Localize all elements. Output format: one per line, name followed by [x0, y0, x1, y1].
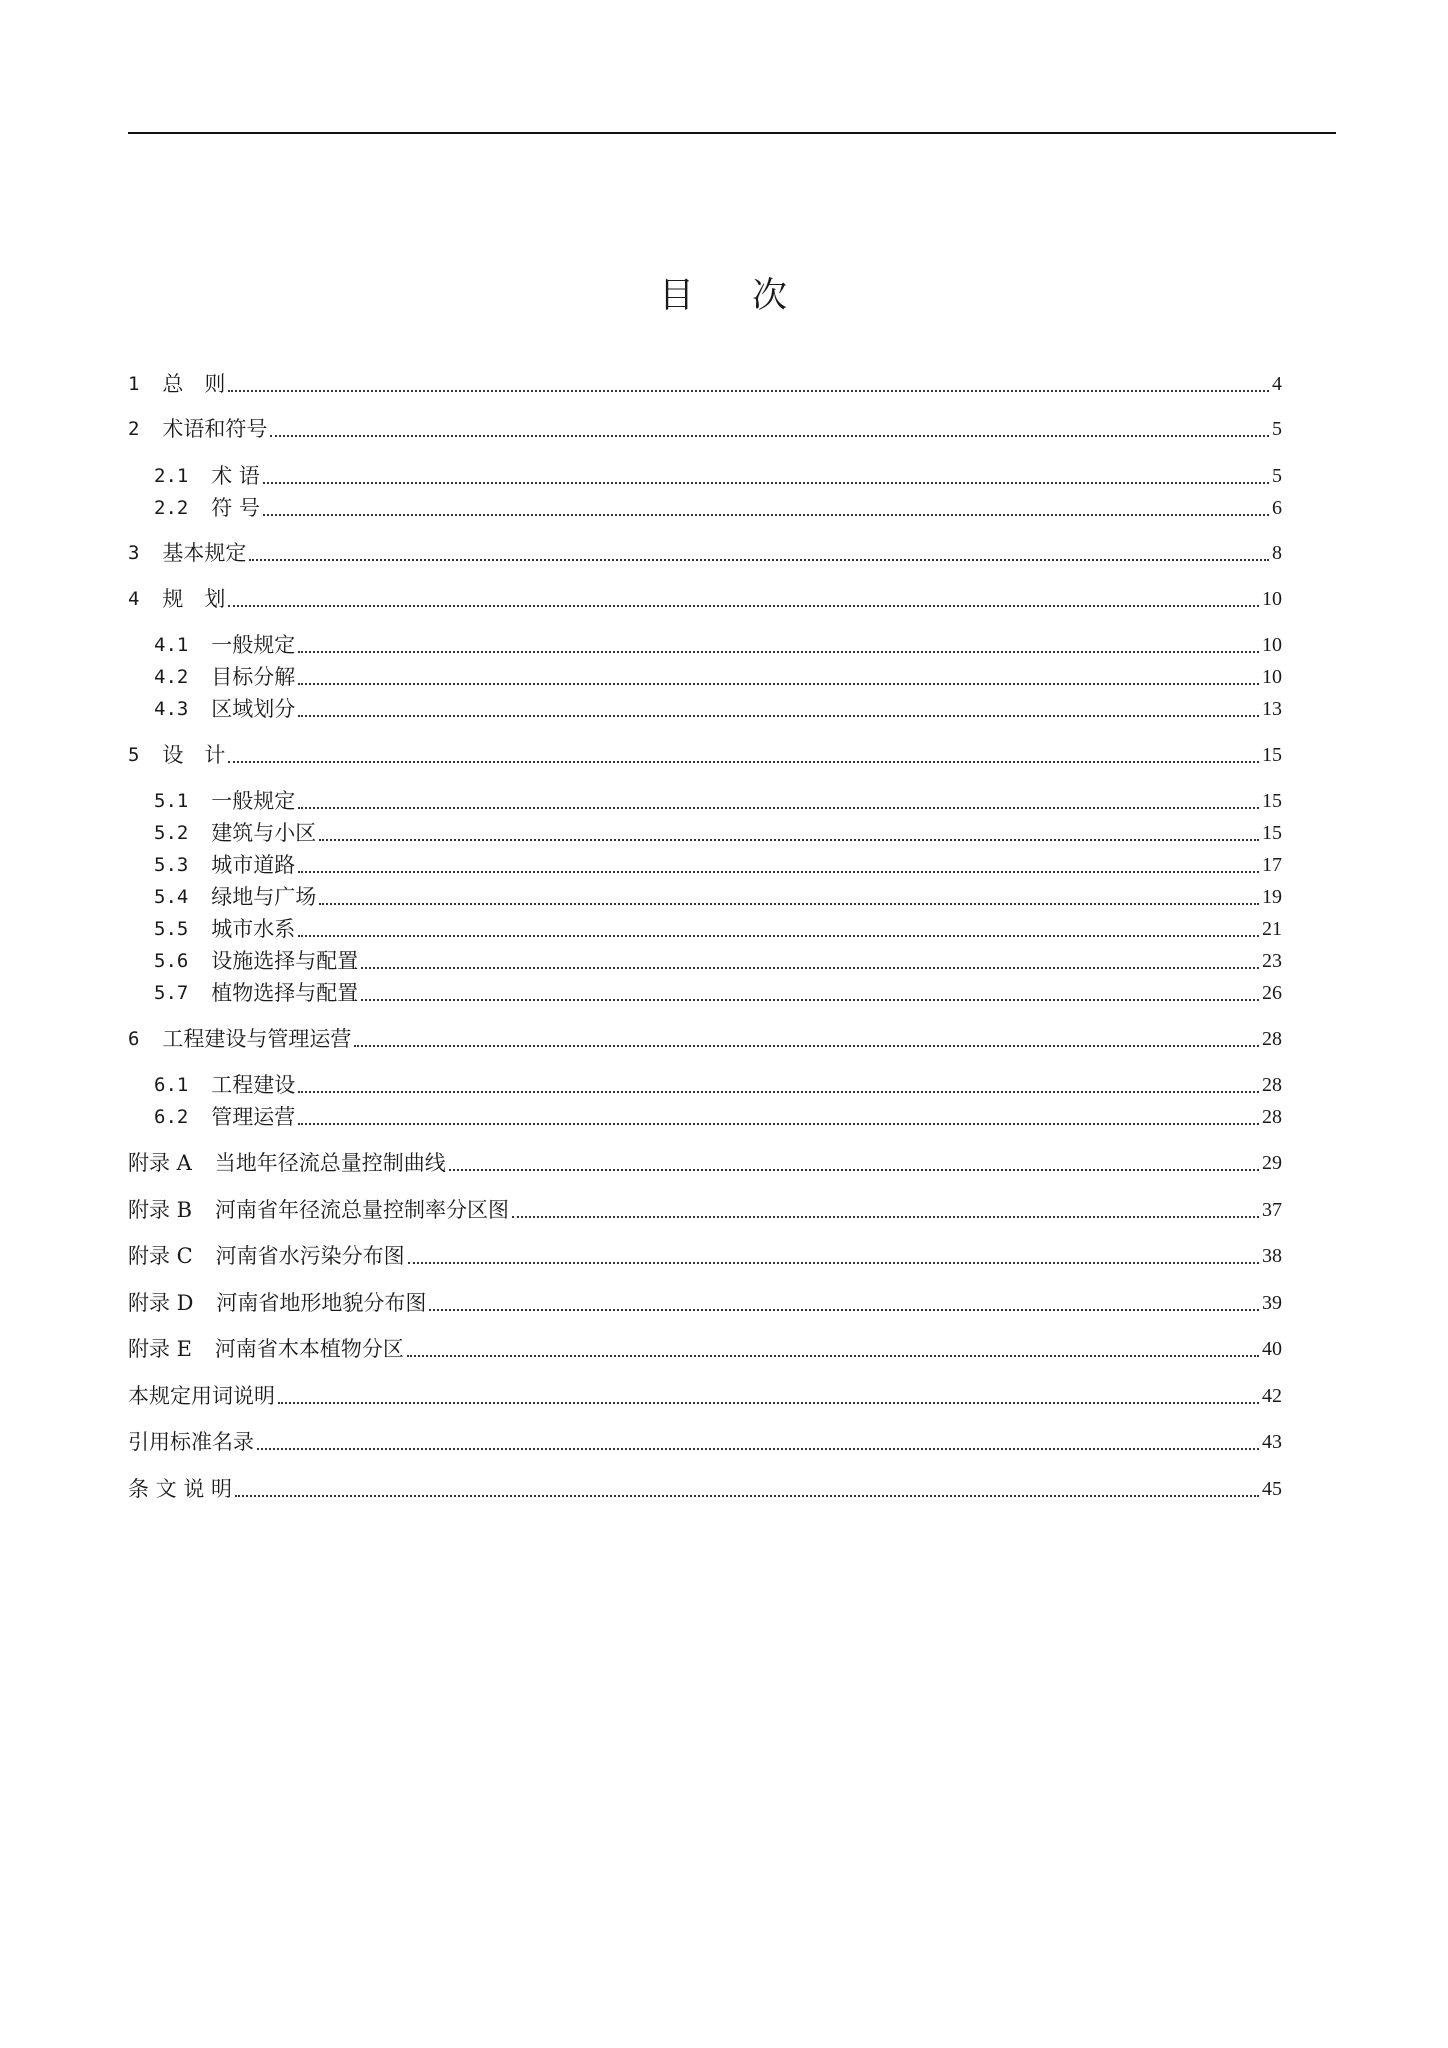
- toc-entry-text: 工程建设与管理运营: [162, 1027, 352, 1051]
- toc-entry-number: 5.5: [154, 918, 189, 940]
- toc-entry-page: 40: [1262, 1338, 1282, 1360]
- toc-entry-5-1[interactable]: [154, 786, 1282, 816]
- toc-entry-text: 条 文 说 明: [128, 1477, 233, 1501]
- toc-entry-text: 河南省年径流总量控制率分区图: [215, 1198, 509, 1222]
- toc-entry-page: 23: [1262, 950, 1282, 972]
- toc-entry-appendix-d[interactable]: [128, 1288, 1282, 1318]
- dot-leader: [361, 999, 1259, 1001]
- toc-entry-number: 4.2: [154, 666, 189, 688]
- toc-entry-number: 5.4: [154, 886, 189, 908]
- toc-entry-standards[interactable]: [128, 1427, 1282, 1457]
- toc-entry-number: 附录 E: [128, 1337, 193, 1361]
- toc-entry-page: 6: [1272, 497, 1282, 519]
- toc-entry-appendix-a[interactable]: [128, 1148, 1282, 1178]
- toc-entry-text: 一般规定: [211, 633, 296, 657]
- toc-entry-page: 15: [1262, 744, 1282, 766]
- toc-entry-5[interactable]: [128, 740, 1282, 770]
- dot-leader: [298, 807, 1259, 809]
- toc-entry-number: 5.7: [154, 982, 189, 1004]
- toc-entry-2[interactable]: [128, 414, 1282, 444]
- dot-leader: [298, 683, 1259, 685]
- toc-entry-number: 6.1: [154, 1074, 189, 1096]
- toc-entry-page: 38: [1262, 1245, 1282, 1267]
- toc-entry-number: 附录 D: [128, 1291, 194, 1315]
- toc-entry-page: 17: [1262, 854, 1282, 876]
- toc-entry-text: 河南省水污染分布图: [215, 1244, 405, 1268]
- toc-entry-page: 8: [1272, 542, 1282, 564]
- toc-entry-page: 4: [1272, 373, 1282, 395]
- dot-leader: [298, 715, 1259, 717]
- toc-entry-page: 45: [1262, 1478, 1282, 1500]
- toc-entry-number: 5: [128, 744, 140, 766]
- toc-entry-5-4[interactable]: [154, 882, 1282, 912]
- toc-entry-number: 6: [128, 1028, 140, 1050]
- dot-leader: [512, 1216, 1259, 1218]
- toc-entry-page: 10: [1262, 634, 1282, 656]
- toc-entry-text: 城市水系: [211, 917, 296, 941]
- toc-entry-6[interactable]: [128, 1024, 1282, 1054]
- toc-entry-2-1[interactable]: [154, 461, 1282, 491]
- toc-entry-number: 2.2: [154, 497, 189, 519]
- toc-entry-wording[interactable]: [128, 1381, 1282, 1411]
- dot-leader: [228, 761, 1259, 763]
- toc-title-left: 目: [658, 276, 696, 316]
- toc-entry-page: 28: [1262, 1028, 1282, 1050]
- toc-entry-number: 2: [128, 418, 140, 440]
- toc-entry-number: 5.1: [154, 790, 189, 812]
- toc-entry-6-1[interactable]: [154, 1070, 1282, 1100]
- toc-entry-text: 基本规定: [162, 541, 247, 565]
- toc-entry-page: 42: [1262, 1385, 1282, 1407]
- dot-leader: [235, 1495, 1259, 1497]
- toc-entry-explanation[interactable]: [128, 1474, 1282, 1504]
- toc-entry-appendix-e[interactable]: [128, 1334, 1282, 1364]
- toc-entry-text: 目标分解: [211, 665, 296, 689]
- toc-entry-1[interactable]: [128, 369, 1282, 399]
- toc-entry-3[interactable]: [128, 538, 1282, 568]
- toc-entry-number: 4: [128, 588, 140, 610]
- toc-entry-text: 术 语: [211, 464, 260, 488]
- toc-entry-number: 附录 B: [128, 1198, 193, 1222]
- toc-entry-text: 管理运营: [211, 1105, 296, 1129]
- toc-entry-text: 建筑与小区: [211, 821, 317, 845]
- toc-entry-5-3[interactable]: [154, 850, 1282, 880]
- toc-entry-text: 河南省地形地貌分布图: [216, 1291, 427, 1315]
- toc-entry-number: 附录 A: [128, 1151, 192, 1175]
- toc-entry-page: 43: [1262, 1431, 1282, 1453]
- dot-leader: [361, 967, 1259, 969]
- dot-leader: [298, 1123, 1259, 1125]
- toc-entry-appendix-c[interactable]: [128, 1241, 1282, 1271]
- toc-entry-page: 19: [1262, 886, 1282, 908]
- toc-entry-number: 5.2: [154, 822, 189, 844]
- toc-entry-number: 1: [128, 373, 140, 395]
- toc-entry-number: 5.6: [154, 950, 189, 972]
- toc-entry-5-5[interactable]: [154, 914, 1282, 944]
- toc-entry-4[interactable]: [128, 584, 1282, 614]
- dot-leader: [319, 839, 1259, 841]
- toc-entry-5-7[interactable]: [154, 978, 1282, 1008]
- toc-entry-page: 10: [1262, 666, 1282, 688]
- toc-entry-6-2[interactable]: [154, 1102, 1282, 1132]
- toc-entry-page: 10: [1262, 588, 1282, 610]
- toc-entry-appendix-b[interactable]: [128, 1195, 1282, 1225]
- dot-leader: [278, 1402, 1259, 1404]
- toc-entry-text: 引用标准名录: [128, 1430, 254, 1454]
- toc-entry-number: 5.3: [154, 854, 189, 876]
- toc-entry-4-3[interactable]: [154, 694, 1282, 724]
- toc-entry-text: 术语和符号: [162, 417, 268, 441]
- toc-entry-text: 符 号: [211, 496, 260, 520]
- header-rule: [128, 132, 1336, 134]
- dot-leader: [263, 514, 1269, 516]
- toc-entry-page: 5: [1272, 418, 1282, 440]
- toc-entry-page: 15: [1262, 790, 1282, 812]
- dot-leader: [429, 1309, 1259, 1311]
- toc-entry-text: 绿地与广场: [211, 885, 317, 909]
- dot-leader: [408, 1262, 1259, 1264]
- dot-leader: [249, 559, 1269, 561]
- dot-leader: [263, 482, 1269, 484]
- dot-leader: [319, 903, 1259, 905]
- toc-entry-number: 附录 C: [128, 1244, 193, 1268]
- toc-entry-number: 4.3: [154, 698, 189, 720]
- dot-leader: [298, 871, 1259, 873]
- dot-leader: [354, 1045, 1259, 1047]
- toc-entry-text: 工程建设: [211, 1073, 296, 1097]
- toc-title-right: 次: [752, 276, 790, 316]
- toc-entry-text: 城市道路: [211, 853, 296, 877]
- toc-entry-page: 5: [1272, 465, 1282, 487]
- toc-entry-5-6[interactable]: [154, 946, 1282, 976]
- toc-entry-number: 6.2: [154, 1106, 189, 1128]
- toc-entry-text: 当地年径流总量控制曲线: [214, 1151, 446, 1175]
- toc-entry-2-2[interactable]: [154, 493, 1282, 523]
- toc-entry-text: 河南省木本植物分区: [214, 1337, 404, 1361]
- toc-entry-number: 3: [128, 542, 140, 564]
- toc-entry-4-2[interactable]: [154, 662, 1282, 692]
- toc-entry-page: 15: [1262, 822, 1282, 844]
- dot-leader: [228, 390, 1269, 392]
- toc-entry-number: 2.1: [154, 465, 189, 487]
- dot-leader: [228, 605, 1259, 607]
- toc-entry-text: 规 划: [162, 587, 226, 611]
- toc-entry-text: 总 则: [162, 372, 226, 396]
- toc-entry-page: 37: [1262, 1199, 1282, 1221]
- toc-entry-text: 本规定用词说明: [128, 1384, 275, 1408]
- toc-entry-4-1[interactable]: [154, 630, 1282, 660]
- dot-leader: [298, 1091, 1259, 1093]
- dot-leader: [270, 435, 1269, 437]
- toc-entry-page: 29: [1262, 1152, 1282, 1174]
- toc-entry-number: 4.1: [154, 634, 189, 656]
- toc-entry-5-2[interactable]: [154, 818, 1282, 848]
- toc-entry-text: 植物选择与配置: [211, 981, 359, 1005]
- toc-entry-page: 26: [1262, 982, 1282, 1004]
- toc-entry-page: 28: [1262, 1074, 1282, 1096]
- dot-leader: [298, 935, 1259, 937]
- toc-entry-page: 13: [1262, 698, 1282, 720]
- toc-entry-page: 21: [1262, 918, 1282, 940]
- dot-leader: [257, 1448, 1259, 1450]
- dot-leader: [298, 651, 1259, 653]
- toc-title: [0, 272, 1448, 320]
- toc-entry-text: 区域划分: [211, 697, 296, 721]
- toc-entry-text: 一般规定: [211, 789, 296, 813]
- dot-leader: [449, 1169, 1259, 1171]
- toc-entry-page: 28: [1262, 1106, 1282, 1128]
- dot-leader: [407, 1355, 1259, 1357]
- toc-entry-page: 39: [1262, 1292, 1282, 1314]
- toc-entry-text: 设施选择与配置: [211, 949, 359, 973]
- toc-entry-text: 设 计: [162, 743, 226, 767]
